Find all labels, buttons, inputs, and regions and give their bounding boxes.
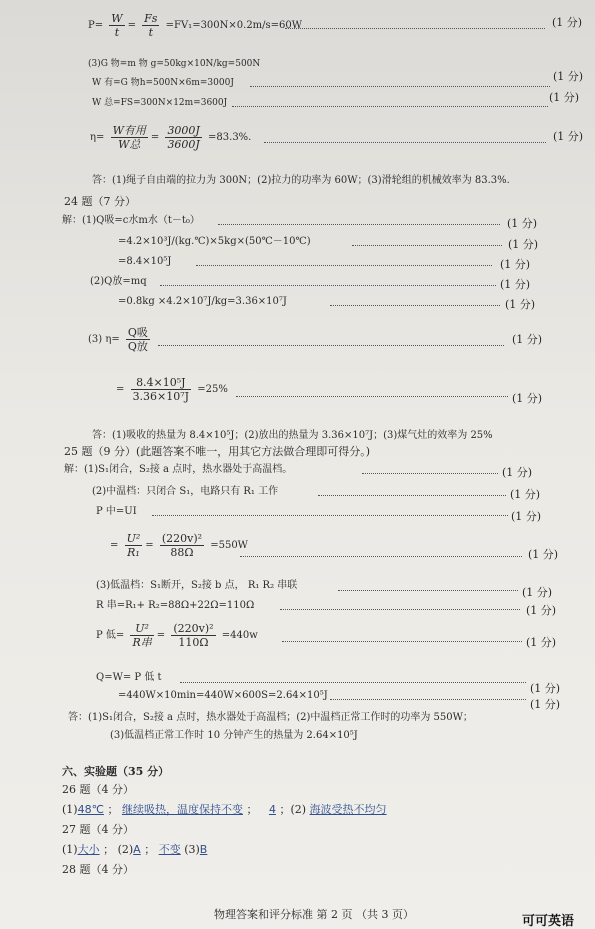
dot-leader — [232, 106, 548, 107]
dot-leader — [160, 285, 496, 286]
fraction-numerator: 8.4×10⁵J — [131, 376, 192, 390]
separator: ； — [144, 843, 156, 856]
fraction-denominator: 3.36×10⁷J — [132, 390, 190, 403]
fraction-denominator: W总 — [118, 138, 141, 151]
handwritten-answer: 4 — [268, 803, 276, 816]
part-label: (1) — [62, 843, 78, 856]
dot-leader — [280, 609, 520, 610]
score-mark: (1 分) — [553, 70, 584, 83]
fraction-numerator: U² — [130, 622, 153, 636]
q24-step-6 — [88, 326, 153, 353]
question-28-heading: 28 题（4 分） — [62, 863, 134, 876]
q26-answers — [62, 804, 387, 816]
score-mark: (1 分) — [526, 636, 557, 649]
low-power-prefix: P 低= — [96, 630, 125, 641]
equals-sign: = — [110, 540, 119, 551]
score-mark: (1 分) — [505, 298, 536, 311]
score-mark: (1 分) — [528, 548, 559, 561]
separator: ；(2) — [279, 803, 307, 816]
answer-23: 答：(1)绳子自由端的拉力为 300N；(2)拉力的功率为 60W；(3)滑轮组的机械效率为 83.3%. — [92, 175, 510, 186]
fraction-u2-over-r1 — [125, 532, 143, 559]
fraction-numerator: W — [111, 12, 123, 25]
efficiency-result: =83.3%. — [208, 132, 252, 143]
score-mark: (1 分) — [526, 604, 557, 617]
dot-leader — [180, 682, 526, 683]
fraction-3000-over-3600 — [165, 124, 201, 151]
fraction-denominator: t — [148, 26, 154, 39]
question-25-heading: 25 题（9 分）(此题答案不唯一，用其它方法做合理即可得分。) — [64, 445, 371, 458]
dot-leader — [152, 515, 508, 516]
q24-step-1: 解：(1)Q吸=c水m水（t－t₀） — [62, 215, 200, 226]
weight-line: (3)G 物=m 物 g=50kg×10N/kg=500N — [88, 59, 261, 69]
page-footer: 物理答案和评分标准 第 2 页 （共 3 页） — [214, 908, 414, 921]
score-mark: (1 分) — [549, 91, 580, 104]
efficiency-result: =25% — [197, 384, 228, 395]
score-mark: (1 分) — [507, 217, 538, 230]
dot-leader — [352, 245, 502, 246]
score-mark: (1 分) — [512, 333, 543, 346]
handwritten-answer: 大小 — [77, 843, 100, 856]
score-mark: (1 分) — [502, 466, 533, 479]
q25-step-8: Q=W= P 低 t — [96, 672, 162, 683]
handwritten-answer: A — [133, 843, 141, 856]
dot-leader — [282, 641, 522, 642]
fraction-useful-over-total — [111, 124, 148, 151]
fraction-u2-over-rseries — [130, 622, 153, 649]
handwritten-answer: B — [199, 843, 208, 856]
efficiency-formula-line: η= $\frac{\text{W有用}}{\text{W总}}$ = $\frac{3000J}{3600J}$ =83.3%. — [90, 124, 252, 151]
dot-leader — [158, 345, 504, 346]
fraction-numerator: Q吸 — [127, 326, 148, 339]
fraction-denominator: Q放 — [127, 340, 148, 353]
fraction-numerator: W有用 — [112, 124, 146, 137]
useful-work-line: W 有=G 物h=500N×6m=3000J — [92, 78, 234, 88]
power-prefix: P= — [88, 20, 104, 31]
dot-leader — [240, 556, 522, 557]
q25-step-3: P 中=UI — [96, 506, 137, 517]
score-mark: (1 分) — [510, 488, 541, 501]
answer-25-part-2: (3)低温档正常工作时 10 分钟产生的热量为 2.64×10⁵J — [110, 730, 358, 741]
dot-leader — [338, 590, 518, 591]
q25-step-5: (3)低温档：S₁断开，S₂接 b 点， R₁ R₂ 串联 — [96, 580, 298, 591]
dot-leader — [330, 305, 500, 306]
q27-answers — [62, 844, 207, 856]
dot-leader — [318, 495, 506, 496]
power-result: =FV₁=300N×0.2m/s=60W — [165, 20, 303, 31]
part-label: (1) — [62, 803, 78, 816]
fraction-w-over-t — [109, 12, 124, 39]
answer-25-part-1: 答：(1)S₁闭合，S₂接 a 点时，热水器处于高温档；(2)中温档正常工作时的功率为 550W； — [68, 712, 473, 723]
dot-leader — [264, 142, 546, 143]
power-result: =550W — [210, 540, 248, 551]
q24-step-3: =8.4×10⁵J — [118, 256, 172, 267]
power-result: =440w — [221, 630, 258, 641]
fraction-numerator: Fs — [144, 12, 158, 25]
fraction-efficiency-values — [131, 376, 192, 403]
q24-step-7: = $\frac{\text{8.4×10⁵J}}{\text{3.36×10⁷J}}$ =25% — [116, 376, 228, 403]
fraction-denominator: 88Ω — [170, 546, 194, 559]
score-mark: (1 分) — [512, 392, 543, 405]
q25-step-6: R 串=R₁+ R₂=88Ω+22Ω=110Ω — [96, 600, 255, 611]
fraction-denominator: 3600J — [167, 138, 200, 151]
fraction-fs-over-t — [142, 12, 159, 39]
power-formula-line: P= $\frac{W}{t}$ = $\frac{Fs}{t}$ =FV₁=300N×0.2m/s=60W — [88, 12, 303, 39]
dot-leader — [362, 473, 498, 474]
score-mark: (1 分) — [511, 510, 542, 523]
fraction-numerator: (220v)² — [161, 532, 203, 545]
separator: ； (2) — [103, 843, 134, 856]
dot-leader — [236, 396, 508, 397]
handwritten-answer: 继续吸热，温度保持不变 — [121, 803, 243, 816]
dot-leader — [196, 265, 492, 266]
q25-step-1: 解：(1)S₁闭合，S₂接 a 点时，热水器处于高温档。 — [64, 464, 293, 475]
fraction-denominator: t — [114, 26, 120, 39]
fraction-q-absorbed-over-released — [126, 326, 150, 353]
q25-step-9: =440W×10min=440W×600S=2.64×10⁵J — [118, 690, 328, 701]
handwritten-answer: 海波受热不均匀 — [309, 803, 387, 816]
fraction-denominator: 110Ω — [178, 636, 209, 649]
score-mark: (1 分) — [500, 258, 531, 271]
score-mark: (1 分) — [500, 278, 531, 291]
fraction-numerator: (220v)² — [173, 622, 214, 635]
dot-leader — [285, 28, 545, 29]
q24-step-4: (2)Q放=mq — [90, 276, 147, 287]
q24-step-2: =4.2×10³J/(kg.℃)×5kg×(50℃－10℃) — [118, 236, 311, 247]
fraction-numerator: 3000J — [167, 124, 200, 137]
question-26-heading: 26 题（4 分） — [62, 783, 134, 796]
separator: (3) — [184, 843, 200, 856]
fraction-denominator: R串 — [132, 636, 152, 649]
watermark: 可可英语 — [522, 914, 575, 929]
eta-prefix: (3) η= — [88, 334, 120, 345]
score-mark: (1 分) — [553, 130, 584, 143]
handwritten-answer: 48℃ — [77, 803, 104, 816]
q25-step-7: P 低= $\frac{\text{U²}}{\text{R串}}$ = $\frac{\text{(220v)²}}{110\Omega}$ =440w — [96, 622, 258, 649]
score-mark: (1 分) — [522, 586, 553, 599]
separator: ； — [107, 803, 119, 816]
fraction-denominator: R₁ — [127, 546, 140, 559]
score-mark: (1 分) — [508, 238, 539, 251]
separator: ； — [246, 803, 258, 816]
score-mark: (1 分) — [530, 698, 561, 711]
dot-leader — [218, 224, 500, 225]
fraction-numerator: U² — [126, 532, 141, 545]
total-work-line: W 总=FS=300N×12m=3600J — [92, 98, 228, 108]
fraction-220v-over-88ohm — [160, 532, 204, 559]
fraction-220v-over-110ohm — [171, 622, 215, 649]
answer-24: 答：(1)吸收的热量为 8.4×10⁵J；(2)放出的热量为 3.36×10⁷J；(3)煤气灶的效率为 25% — [92, 430, 493, 441]
handwritten-answer: 不变 — [158, 843, 181, 856]
question-24-heading: 24 题（7 分） — [64, 195, 136, 208]
q25-step-4: = $\frac{\text{U²}}{\text{R₁}}$ = $\frac{\text{(220v)²}}{88\Omega}$ =550W — [110, 532, 248, 559]
score-mark: (1 分) — [552, 16, 583, 29]
section-6-heading: 六、实验题（35 分） — [62, 765, 170, 778]
dot-leader — [250, 86, 550, 87]
question-27-heading: 27 题（4 分） — [62, 823, 134, 836]
eta-prefix: η= — [90, 132, 105, 143]
q24-step-5: =0.8kg ×4.2×10⁷J/kg=3.36×10⁷J — [118, 296, 287, 307]
score-mark: (1 分) — [530, 682, 561, 695]
dot-leader — [330, 699, 526, 700]
q25-step-2: (2)中温档：只闭合 S₁，电路只有 R₁ 工作 — [92, 486, 279, 497]
